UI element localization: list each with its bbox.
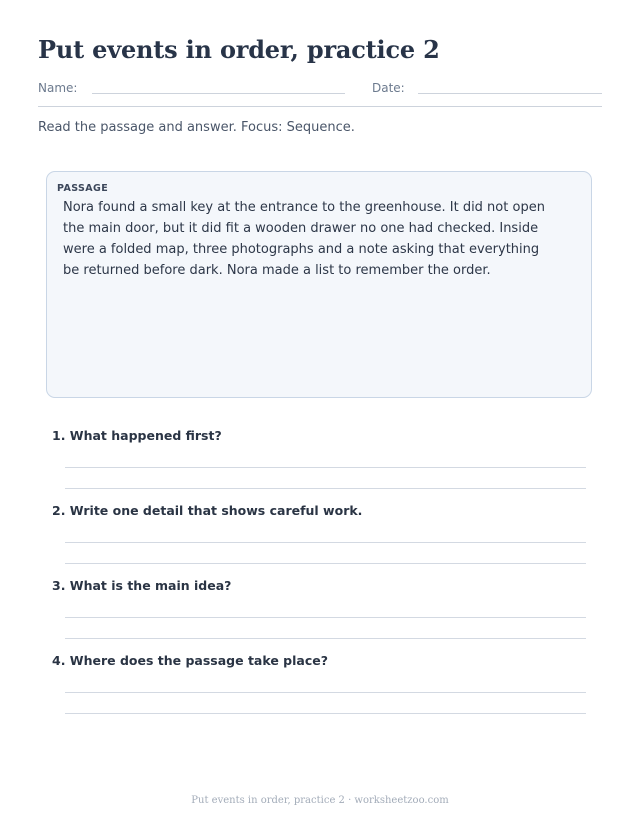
date-field-line[interactable]: [418, 93, 602, 94]
date-label: Date:: [372, 81, 405, 95]
answer-line[interactable]: [65, 692, 586, 693]
footer: Put events in order, practice 2 · worksheetzoo.com: [191, 795, 449, 806]
answer-line[interactable]: [65, 563, 586, 564]
question-4: [52, 652, 592, 670]
question-2-text: 2. Write one detail that shows careful work.: [52, 503, 363, 518]
worksheet-title: Put events in order, practice 2: [38, 35, 440, 64]
name-field-line[interactable]: [92, 93, 345, 94]
passage-box: [46, 171, 592, 398]
passage-label: PASSAGE: [57, 183, 109, 194]
question-2: [52, 502, 592, 520]
question-3-text: 3. What is the main idea?: [52, 578, 232, 593]
question-1: [52, 427, 592, 445]
answer-line[interactable]: [65, 713, 586, 714]
answer-line[interactable]: [65, 617, 586, 618]
question-4-text: 4. Where does the passage take place?: [52, 653, 328, 668]
answer-line[interactable]: [65, 638, 586, 639]
instructions: Read the passage and answer. Focus: Sequence.: [38, 120, 355, 135]
passage-text: Nora found a small key at the entrance to the greenhouse. It did not open the main door, but it did fit a wooden drawer no one had checked. Inside were a folded map, three photographs and a note asking that everything be returned before dark. Nora made a list to remember the order.: [63, 200, 545, 278]
answer-line[interactable]: [65, 488, 586, 489]
question-3: [52, 577, 592, 595]
answer-line[interactable]: [65, 542, 586, 543]
answer-line[interactable]: [65, 467, 586, 468]
question-1-text: 1. What happened first?: [52, 428, 222, 443]
name-date-row: [38, 80, 602, 107]
name-label: Name:: [38, 81, 78, 95]
